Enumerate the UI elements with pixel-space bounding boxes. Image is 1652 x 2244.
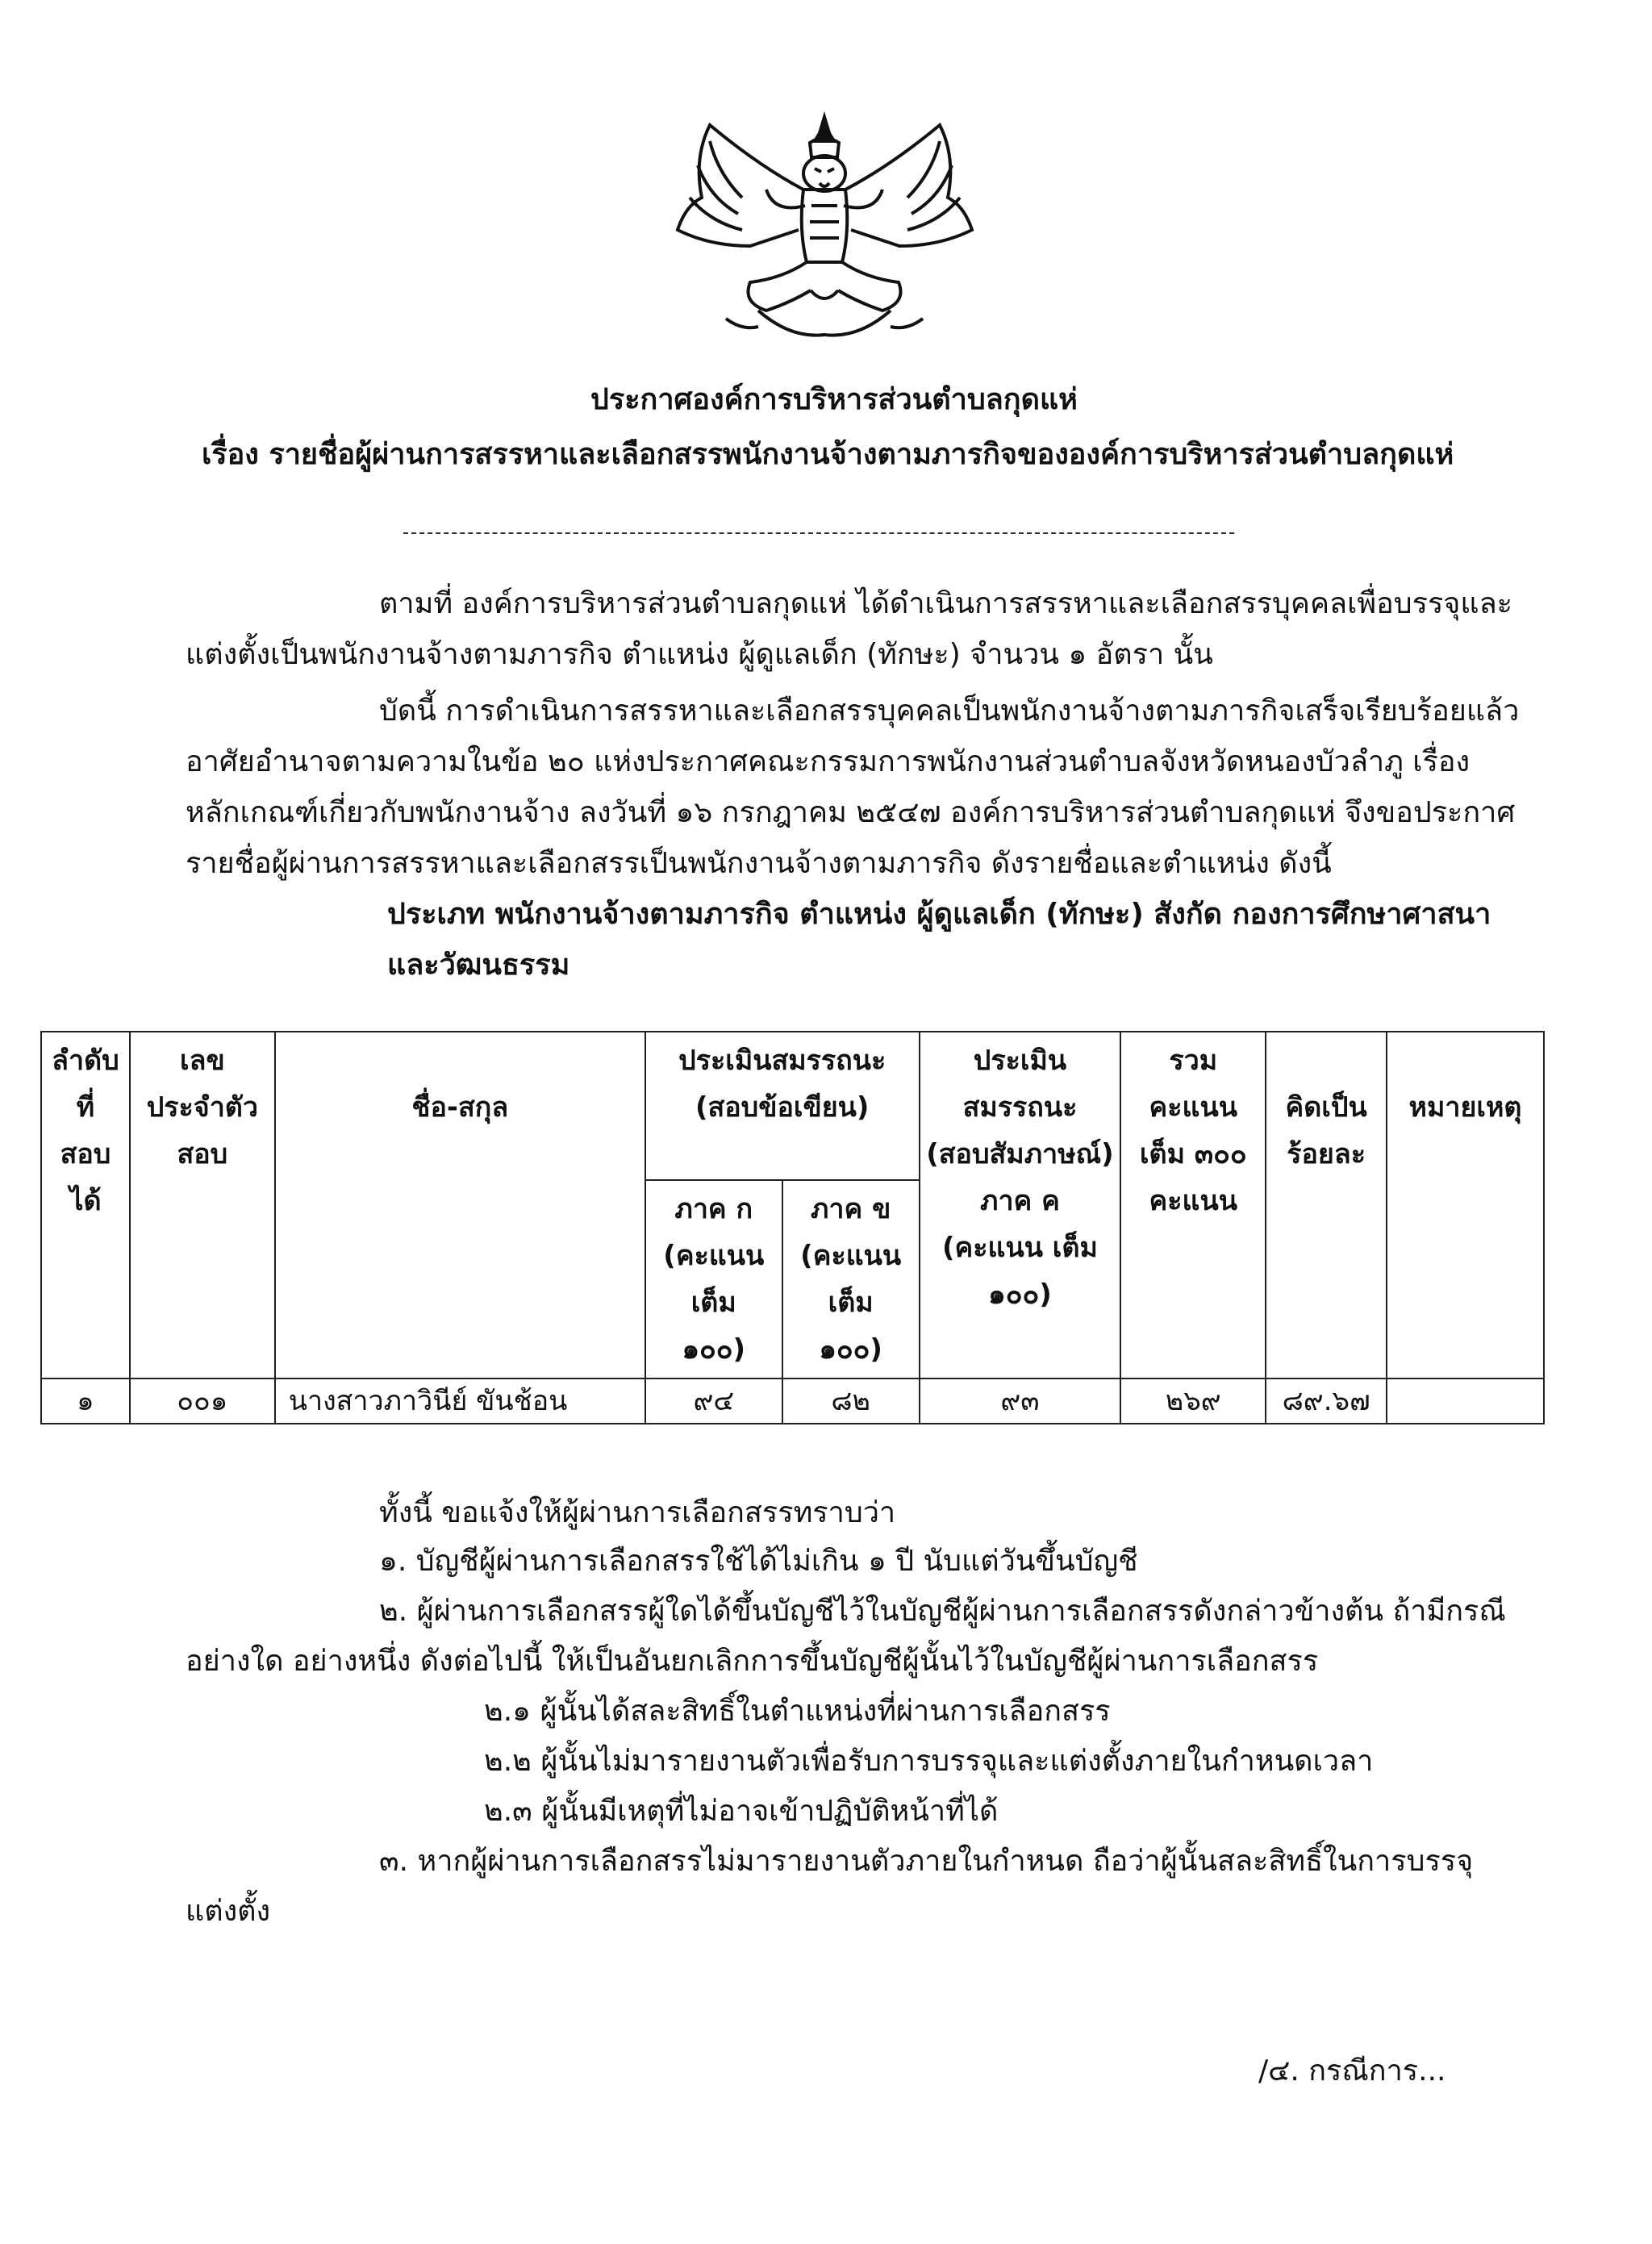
note-2-3: ๒.๓ ผู้นั้นมีเหตุที่ไม่อาจเข้าปฏิบัติหน้าที่ได้ — [484, 1795, 999, 1828]
table-row — [41, 1379, 1544, 1424]
category-line-1: ประเภท พนักงานจ้างตามภารกิจ ตำแหน่ง ผู้ดูแลเด็ก (ทักษะ) สังกัด กองการศึกษาศาสนา — [387, 898, 1491, 931]
notes-intro: ทั้งนี้ ขอแจ้งให้ผู้ผ่านการเลือกสรรทราบว่า — [379, 1496, 896, 1529]
paragraph-2-line-2: อาศัยอำนาจตามความในข้อ ๒๐ แห่งประกาศคณะกรรมการพนักงานส่วนตำบลจังหวัดหนองบัวลำภู เรื่อง — [186, 745, 1471, 778]
note-3-line-2: แต่งตั้ง — [186, 1895, 271, 1928]
dashed-divider — [403, 532, 1234, 534]
header-part-b: ภาค ข (คะแนน เต็ม ๑๐๐) — [782, 1180, 920, 1379]
cell-part-c: ๙๓ — [920, 1379, 1121, 1424]
paragraph-2-line-1: บัดนี้ การดำเนินการสรรหาและเลือกสรรบุคคลเป็นพนักงานจ้างตามภารกิจเสร็จเรียบร้อยแล้ว — [379, 694, 1520, 728]
header-total: รวม คะแนน เต็ม ๓๐๐ คะแนน — [1120, 1032, 1266, 1379]
header-name: ชื่อ-สกุล — [275, 1032, 645, 1379]
header-interview: ประเมิน สมรรถนะ (สอบสัมภาษณ์) ภาค ค (คะแนน เต็ม ๑๐๐) — [920, 1032, 1121, 1379]
header-remark: หมายเหตุ — [1387, 1032, 1544, 1379]
cell-total: ๒๖๙ — [1120, 1379, 1266, 1424]
note-2-2: ๒.๒ ผู้นั้นไม่มารายงานตัวเพื่อรับการบรรจุและแต่งตั้งภายในกำหนดเวลา — [484, 1745, 1374, 1778]
header-part-a: ภาค ก (คะแนน เต็ม ๑๐๐) — [645, 1180, 782, 1379]
cell-part-a: ๙๔ — [645, 1379, 782, 1424]
results-table — [40, 1031, 1545, 1424]
cell-percent: ๘๙.๖๗ — [1266, 1379, 1387, 1424]
paragraph-1-line-2: แต่งตั้งเป็นพนักงานจ้างตามภารกิจ ตำแหน่ง ผู้ดูแลเด็ก (ทักษะ) จำนวน ๑ อัตรา นั้น — [186, 638, 1213, 671]
note-2-line-2: อย่างใด อย่างหนึ่ง ดังต่อไปนี้ ให้เป็นอันยกเลิกการขึ้นบัญชีผู้นั้นไว้ในบัญชีผู้ผ่านการเลือกสรร — [186, 1645, 1319, 1678]
note-3-line-1: ๓. หากผู้ผ่านการเลือกสรรไม่มารายงานตัวภายในกำหนด ถือว่าผู้นั้นสละสิทธิ์ในการบรรจุ — [379, 1845, 1474, 1878]
paragraph-2-line-3: หลักเกณฑ์เกี่ยวกับพนักงานจ้าง ลงวันที่ ๑๖ กรกฎาคม ๒๕๔๗ องค์การบริหารส่วนตำบลกุดแห่ จึงขอประกาศ — [186, 796, 1516, 829]
cell-part-b: ๘๒ — [782, 1379, 920, 1424]
note-2-1: ๒.๑ ผู้นั้นได้สละสิทธิ์ในตำแหน่งที่ผ่านการเลือกสรร — [484, 1695, 1111, 1728]
note-2-line-1: ๒. ผู้ผ่านการเลือกสรรผู้ใดได้ขึ้นบัญชีไว้ในบัญชีผู้ผ่านการเลือกสรรดังกล่าวข้างต้น ถ้ามีกรณี — [379, 1595, 1506, 1628]
category-line-2: และวัฒนธรรม — [387, 949, 570, 982]
header-order: ลำดับ ที่ สอบ ได้ — [41, 1032, 130, 1379]
paragraph-1-line-1: ตามที่ องค์การบริหารส่วนตำบลกุดแห่ ได้ดำเนินการสรรหาและเลือกสรรบุคคลเพื่อบรรจุและ — [379, 587, 1512, 620]
cell-remark — [1387, 1379, 1544, 1424]
cell-name: นางสาวภาวินีย์ ขันช้อน — [275, 1379, 645, 1424]
announcement-title: ประกาศองค์การบริหารส่วนตำบลกุดแห่ — [590, 383, 1078, 416]
header-percent: คิดเป็น ร้อยละ — [1266, 1032, 1387, 1379]
paragraph-2-line-4: รายชื่อผู้ผ่านการสรรหาและเลือกสรรเป็นพนักงานจ้างตามภารกิจ ดังรายชื่อและตำแหน่ง ดังนี้ — [186, 847, 1332, 880]
header-written: ประเมินสมรรถนะ (สอบข้อเขียน) — [645, 1032, 920, 1180]
note-1: ๑. บัญชีผู้ผ่านการเลือกสรรใช้ได้ไม่เกิน ๑ ปี นับแต่วันขึ้นบัญชี — [379, 1545, 1138, 1578]
garuda-emblem — [661, 109, 988, 351]
cell-exam-no: ๐๐๑ — [130, 1379, 275, 1424]
table-header-row-1 — [41, 1032, 1544, 1180]
announcement-subject: เรื่อง รายชื่อผู้ผ่านการสรรหาและเลือกสรรพนักงานจ้างตามภารกิจขององค์การบริหารส่วนตำบลกุดแห่ — [202, 438, 1454, 471]
continued-page-marker: /๔. กรณีการ... — [1258, 2054, 1446, 2088]
header-exam-no: เลข ประจำตัว สอบ — [130, 1032, 275, 1379]
cell-order: ๑ — [41, 1379, 130, 1424]
